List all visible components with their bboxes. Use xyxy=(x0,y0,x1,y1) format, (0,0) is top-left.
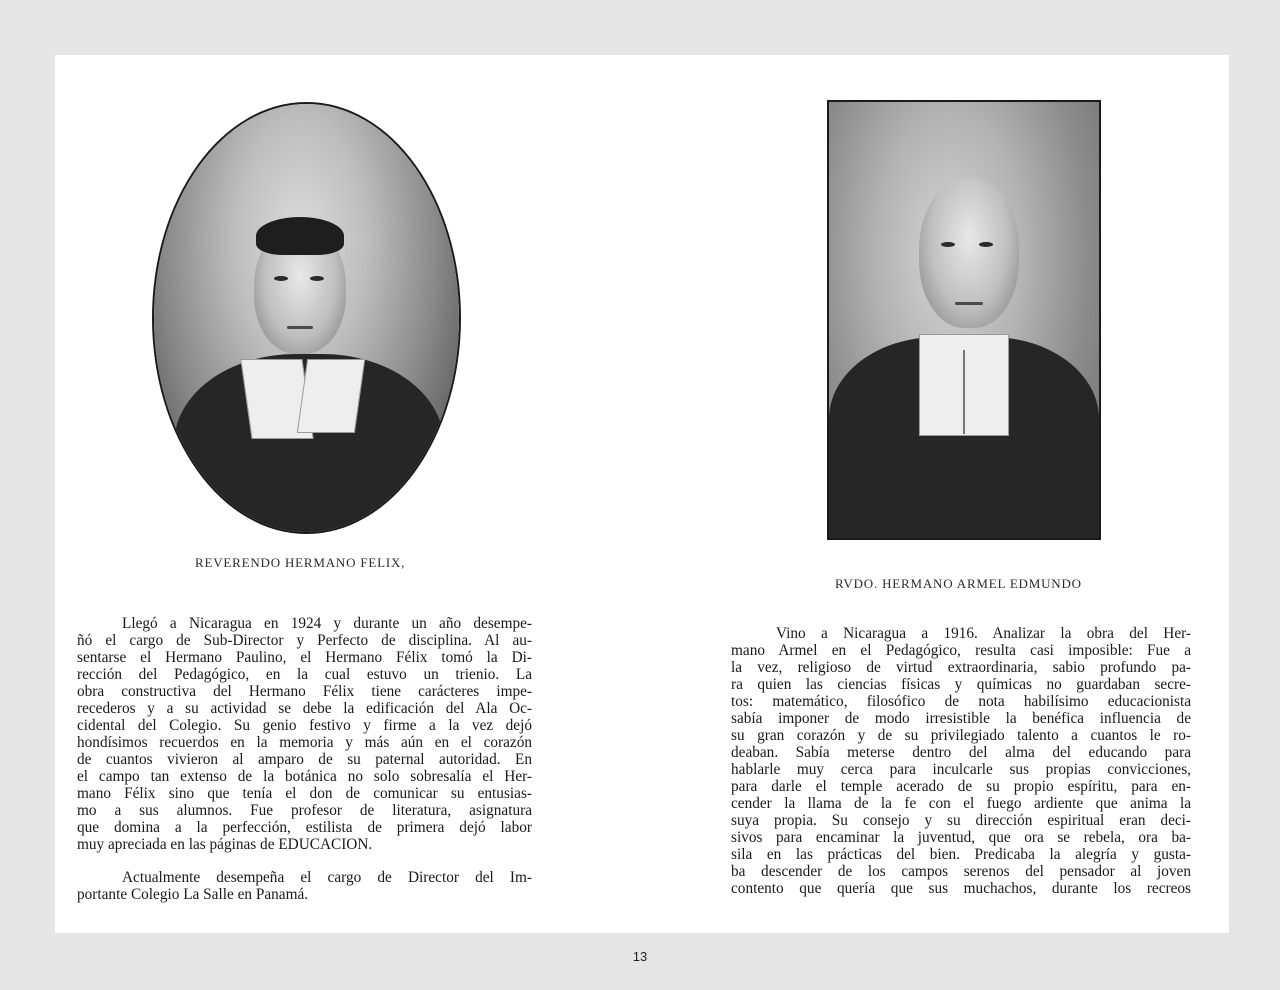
text-line: que domina a la perfección, estilista de primera dejó labor xyxy=(77,819,532,836)
document-page xyxy=(55,55,1229,933)
text-line: portante Colegio La Salle en Panamá. xyxy=(77,886,309,903)
text-line: rección del Pedagógico, en la cual estuvo un trienio. La xyxy=(77,666,532,683)
text-line: sabía imponer de modo irresistible la benéfica influencia de xyxy=(731,710,1191,727)
text-block-right xyxy=(731,625,1191,897)
caption-left: REVERENDO HERMANO FELIX, xyxy=(195,555,406,570)
collar-split xyxy=(963,350,965,434)
mouth xyxy=(955,302,983,305)
text-line: mano Armel en el Pedagógico, resulta casi imposible: Fue a xyxy=(731,642,1191,659)
caption-right: RVDO. HERMANO ARMEL EDMUNDO xyxy=(835,576,1082,591)
text-line: ra quien las ciencias físicas y químicas no guardaban secre- xyxy=(731,676,1191,693)
right-eye xyxy=(310,276,324,281)
text-line: la vez, religioso de virtud extraordinaria, sabio profundo pa- xyxy=(731,659,1191,676)
text-line: cidental del Colegio. Su genio festivo y firme a la vez dejó xyxy=(77,717,532,734)
text-line: Vino a Nicaragua a 1916. Analizar la obra del Her- xyxy=(776,625,1191,642)
text-line: Actualmente desempeña el cargo de Director del Im- xyxy=(122,869,532,886)
portrait-hermano-armel xyxy=(827,100,1101,540)
text-line: ñó el cargo de Sub-Director y Perfecto de disciplina. Al au- xyxy=(77,632,532,649)
text-line: deaban. Sabía meterse dentro del alma del educando para xyxy=(731,744,1191,761)
text-line: muy apreciada en las páginas de EDUCACION. xyxy=(77,836,373,853)
text-line: sila en las prácticas del bien. Predicaba la alegría y gusta- xyxy=(731,846,1191,863)
right-eye xyxy=(979,242,993,247)
text-line: para darle el temple acerado de su propio espíritu, para en- xyxy=(731,778,1191,795)
text-line: mo a sus alumnos. Fue profesor de literatura, asignatura xyxy=(77,802,532,819)
text-line: hondísimos recuerdos en la memoria y más aún en el corazón xyxy=(77,734,532,751)
text-line: sivos para encaminar la juventud, que ora se rebela, ora ba- xyxy=(731,829,1191,846)
clerical-collar xyxy=(297,359,365,433)
text-line: su gran corazón y de su privilegiado talento a cuantos le ro- xyxy=(731,727,1191,744)
text-block-left xyxy=(77,615,532,903)
mouth xyxy=(287,326,313,329)
portrait-hermano-felix xyxy=(154,104,459,532)
hair xyxy=(256,217,344,255)
text-line: hablarle muy cerca para inculcarle sus propias convicciones, xyxy=(731,761,1191,778)
text-line: mano Félix sino que tenía el don de comunicar su entusias- xyxy=(77,785,532,802)
text-line: tos: matemático, filosófico de nota habilísimo educacionista xyxy=(731,693,1191,710)
text-line: el campo tan extenso de la botánica no solo sobresalía el Her- xyxy=(77,768,532,785)
text-line: contento que quería que sus muchachos, durante los recreos xyxy=(731,880,1191,897)
text-line: Llegó a Nicaragua en 1924 y durante un año desempe- xyxy=(122,615,532,632)
text-line: obra constructiva del Hermano Félix tiene carácteres impe- xyxy=(77,683,532,700)
text-line: ba descender de los campos serenos del pensador al joven xyxy=(731,863,1191,880)
left-eye xyxy=(274,276,288,281)
text-line: cender la llama de la fe con el fuego ardiente que anima la xyxy=(731,795,1191,812)
head xyxy=(919,178,1019,328)
left-eye xyxy=(941,242,955,247)
page-number: 13 xyxy=(632,949,648,964)
text-line: sentarse el Hermano Paulino, el Hermano Félix tomó la Di- xyxy=(77,649,532,666)
text-line: recederos y a su actividad se debe la edificación del Ala Oc- xyxy=(77,700,532,717)
text-line: de cuantos vivieron al amparo de su paternal autoridad. En xyxy=(77,751,532,768)
text-line: suya propia. Su consejo y su dirección espiritual eran deci- xyxy=(731,812,1191,829)
